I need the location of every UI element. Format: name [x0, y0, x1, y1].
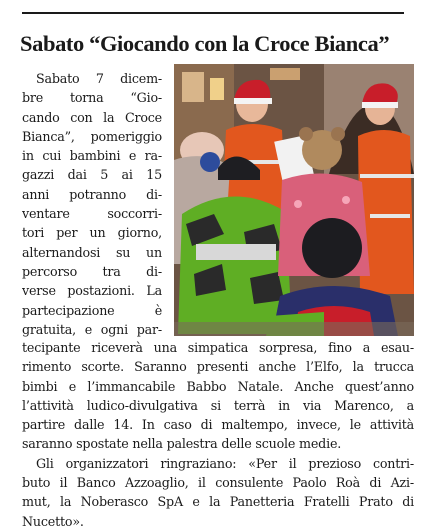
- text-line: tori per un giorno,: [22, 225, 162, 241]
- text-line: Gli organizzatori ringraziano: «Per il prezioso contri-: [36, 455, 414, 471]
- text-line: verse postazioni. La: [22, 283, 162, 299]
- text-line: mut, la Noberasco SpA e la Panetteria Fratelli Prato di: [22, 494, 414, 510]
- text-line: partecipazione è: [22, 302, 162, 318]
- text-line: cando con la Croce: [22, 109, 162, 125]
- text-line: ventare soccorri-: [22, 206, 162, 222]
- text-line: gratuita, e ogni par-: [22, 321, 162, 337]
- text-line: saranno spostate nella palestra delle scuole medie.: [22, 436, 342, 452]
- text-line: l’attività ludico-divulgativa si terrà in via Marenco, a: [22, 397, 414, 413]
- text-line: gazzi dai 5 ai 15: [22, 167, 162, 183]
- text-line: Bianca”, pomeriggio: [22, 128, 162, 144]
- text-line: alternandosi su un: [22, 244, 162, 260]
- event-photo: [174, 64, 414, 336]
- text-line: percorso tra di-: [22, 263, 162, 279]
- text-line: in cui bambini e ra-: [22, 148, 162, 164]
- article-title: Sabato “Giocando con la Croce Bianca”: [20, 31, 390, 56]
- text-line: partire dalle 14. In caso di maltempo, invece, le attività: [22, 417, 414, 433]
- text-line: bimbi e l’immancabile Babbo Natale. Anche quest’anno: [22, 378, 414, 394]
- text-line: buto il Banco Azzoaglio, il consulente Paolo Roà di Azi-: [22, 475, 414, 491]
- text-line: tecipante riceverà una simpatica sorpresa, fino a esau-: [22, 340, 414, 355]
- text-line: anni potranno di-: [22, 186, 162, 202]
- top-rule: [22, 12, 404, 14]
- text-line: Sabato 7 dicem-: [36, 71, 162, 86]
- text-line: bre torna “Gio-: [22, 90, 162, 106]
- article-body-text: [22, 338, 414, 531]
- text-line: Nucetto».: [22, 513, 84, 529]
- article-column-text: [22, 69, 162, 339]
- text-line: rimento scorte. Saranno presenti anche l’Elfo, la trucca: [22, 359, 414, 375]
